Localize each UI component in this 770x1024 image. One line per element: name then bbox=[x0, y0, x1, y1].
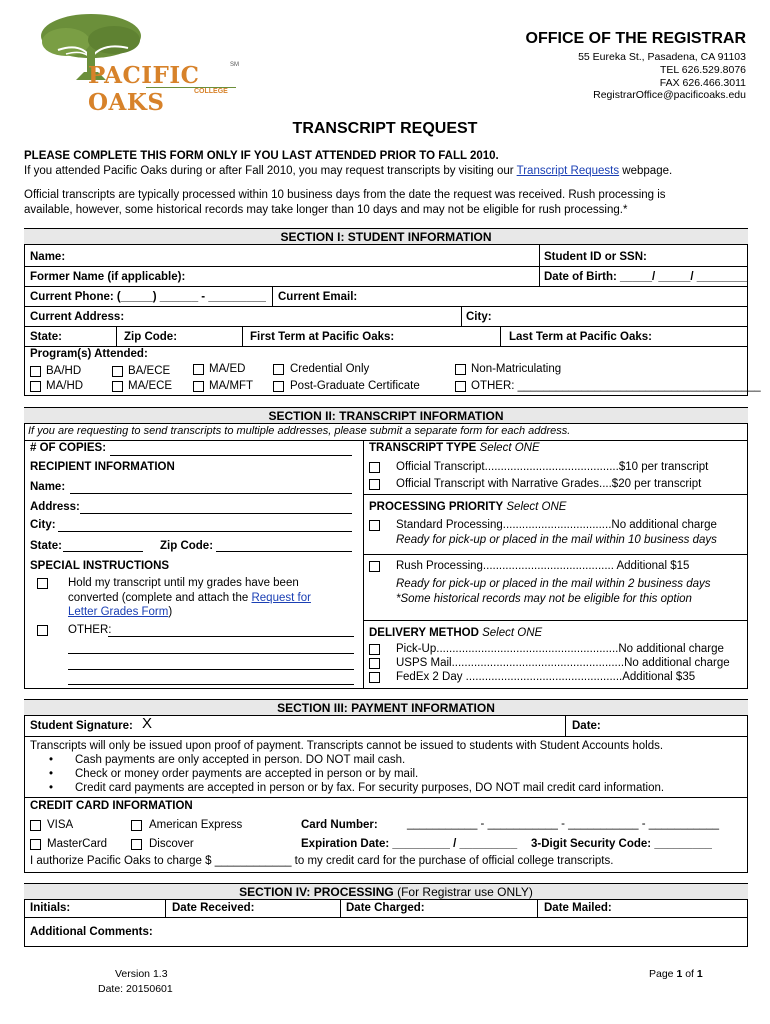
recipient-city-input[interactable] bbox=[58, 531, 352, 532]
amex-checkbox[interactable] bbox=[131, 820, 142, 831]
state-label[interactable]: State: bbox=[30, 331, 62, 343]
office-address: 55 Eureka St., Pasadena, CA 91103 bbox=[578, 51, 746, 63]
processing-note-line1: Official transcripts are typically processed within 10 business days from the date the request was received. Rush processing is bbox=[24, 189, 666, 201]
college-subtitle: COLLEGE bbox=[194, 88, 228, 95]
hold-line1: Hold my transcript until my grades have been bbox=[68, 577, 299, 589]
type-official-checkbox[interactable] bbox=[369, 462, 380, 473]
program-checkbox-non-matric[interactable] bbox=[455, 364, 466, 375]
office-title: OFFICE OF THE REGISTRAR bbox=[525, 30, 746, 47]
discover-label: Discover bbox=[149, 838, 194, 850]
last-term-label[interactable]: Last Term at Pacific Oaks: bbox=[509, 331, 652, 343]
letter-grades-link-cont[interactable]: Letter Grades Form bbox=[68, 606, 169, 618]
rush-processing-note2: *Some historical records may not be eligible for this option bbox=[396, 593, 692, 605]
signature-date-label[interactable]: Date: bbox=[572, 720, 601, 732]
programs-label: Program(s) Attended: bbox=[30, 348, 148, 360]
phone-field[interactable]: Current Phone: (_____) ______ - _________ bbox=[30, 291, 266, 303]
recipient-address-input[interactable] bbox=[80, 513, 352, 514]
email-label[interactable]: Current Email: bbox=[278, 291, 358, 303]
usps-checkbox[interactable] bbox=[369, 658, 380, 669]
student-id-label[interactable]: Student ID or SSN: bbox=[544, 251, 647, 263]
page-number bbox=[649, 968, 703, 980]
program-label: Non-Matriculating bbox=[471, 363, 562, 375]
bullet-icon: • bbox=[49, 768, 54, 780]
date-received-label[interactable]: Date Received: bbox=[172, 902, 255, 914]
processing-note-line2: available, however, some historical records may take longer than 10 days and may not be eligible for rush processing.* bbox=[24, 204, 628, 216]
fedex-checkbox[interactable] bbox=[369, 672, 380, 683]
transcript-requests-link[interactable]: Transcript Requests bbox=[516, 165, 620, 177]
multiple-addresses-note: If you are requesting to send transcripts to multiple addresses, please submit a separate form for each address. bbox=[28, 425, 571, 437]
card-number-field[interactable]: ___________ - ___________ - ___________ - ___________ bbox=[407, 818, 720, 830]
section4-title: SECTION IV: PROCESSING bbox=[239, 885, 394, 899]
office-tel: TEL 626.529.8076 bbox=[659, 64, 746, 76]
city-label[interactable]: City: bbox=[466, 311, 492, 323]
delivery-heading bbox=[369, 627, 542, 639]
recipient-state-label: State: bbox=[30, 540, 62, 552]
program-checkbox-ba-ece[interactable] bbox=[112, 366, 123, 377]
type-narrative-label: Official Transcript with Narrative Grades....$20 per transcript bbox=[396, 478, 702, 490]
standard-processing-note: Ready for pick-up or placed in the mail within 10 business days bbox=[396, 534, 717, 546]
other-instruction-input-1[interactable] bbox=[108, 636, 354, 637]
program-label: MA/MFT bbox=[209, 380, 254, 392]
copies-input[interactable] bbox=[110, 455, 352, 456]
name-label[interactable]: Name: bbox=[30, 251, 66, 263]
payment-policy: Transcripts will only be issued upon proof of payment. Transcripts cannot be issued to students with Student Accounts holds. bbox=[30, 740, 664, 752]
amex-label: American Express bbox=[149, 819, 243, 831]
section2-heading: SECTION II: TRANSCRIPT INFORMATION bbox=[24, 407, 748, 424]
hold-line2 bbox=[68, 592, 311, 604]
recipient-address-label: Address: bbox=[30, 501, 80, 513]
program-checkbox-credential[interactable] bbox=[273, 364, 284, 375]
mastercard-checkbox[interactable] bbox=[30, 839, 41, 850]
other-instruction-checkbox[interactable] bbox=[37, 625, 48, 636]
initials-label[interactable]: Initials: bbox=[30, 902, 71, 914]
visa-checkbox[interactable] bbox=[30, 820, 41, 831]
office-fax: FAX 626.466.3011 bbox=[659, 77, 746, 89]
copies-label: # OF COPIES: bbox=[30, 442, 107, 454]
program-checkbox-ba-hd[interactable] bbox=[30, 366, 41, 377]
first-term-label[interactable]: First Term at Pacific Oaks: bbox=[250, 331, 395, 343]
recipient-zip-input[interactable] bbox=[216, 551, 352, 552]
program-checkbox-post-grad[interactable] bbox=[273, 381, 284, 392]
office-email[interactable]: RegistrarOffice@pacificoaks.edu bbox=[593, 89, 746, 101]
program-checkbox-ma-hd[interactable] bbox=[30, 381, 41, 392]
page-pre: Page bbox=[649, 968, 677, 980]
hold-line3-text: ) bbox=[168, 606, 173, 618]
select-one-note: Select ONE bbox=[479, 442, 540, 454]
program-label: BA/HD bbox=[46, 365, 82, 377]
intro-text-post: webpage. bbox=[619, 165, 673, 177]
program-checkbox-ma-ece[interactable] bbox=[112, 381, 123, 392]
transcript-type-label: TRANSCRIPT TYPE bbox=[369, 442, 477, 454]
transcript-type-heading bbox=[369, 442, 540, 454]
page-total: 1 bbox=[696, 968, 703, 980]
recipient-name-label: Name: bbox=[30, 481, 66, 493]
program-other-field[interactable]: OTHER: ______________________________________ bbox=[471, 380, 761, 392]
page-current: 1 bbox=[676, 968, 683, 980]
recipient-zip-label: Zip Code: bbox=[160, 540, 214, 552]
date-charged-label[interactable]: Date Charged: bbox=[346, 902, 425, 914]
date-mailed-label[interactable]: Date Mailed: bbox=[544, 902, 612, 914]
letter-grades-link[interactable]: Request for bbox=[251, 592, 311, 604]
program-checkbox-other[interactable] bbox=[455, 381, 466, 392]
former-name-label[interactable]: Former Name (if applicable): bbox=[30, 271, 186, 283]
version-label: Version 1.3 bbox=[115, 968, 168, 980]
program-label: BA/ECE bbox=[128, 365, 171, 377]
payment-bullet: Credit card payments are accepted in person or by fax. For security purposes, DO NOT mail credit card information. bbox=[75, 782, 665, 794]
rush-processing-label: Rush Processing......................................... Additional $15 bbox=[396, 560, 690, 572]
dob-field[interactable]: Date of Birth: _____/ _____/ ________ bbox=[544, 271, 748, 283]
program-label: Post-Graduate Certificate bbox=[290, 380, 420, 392]
other-instruction-label: OTHER: bbox=[68, 624, 112, 636]
section1-heading: SECTION I: STUDENT INFORMATION bbox=[24, 228, 748, 245]
program-checkbox-ma-mft[interactable] bbox=[193, 381, 204, 392]
college-logo bbox=[28, 12, 258, 116]
college-sm: SM bbox=[230, 62, 239, 68]
address-label[interactable]: Current Address: bbox=[30, 311, 125, 323]
college-name: PACIFIC OAKS bbox=[88, 62, 200, 116]
program-label: MA/HD bbox=[46, 380, 84, 392]
hold-line2-text: converted (complete and attach the bbox=[68, 592, 252, 604]
standard-processing-label: Standard Processing..................................No additional charge bbox=[396, 519, 717, 531]
section4-note: (For Registrar use ONLY) bbox=[393, 885, 533, 899]
recipient-state-input[interactable] bbox=[63, 551, 143, 552]
section3-heading: SECTION III: PAYMENT INFORMATION bbox=[24, 699, 748, 716]
recipient-city-label: City: bbox=[30, 519, 56, 531]
credit-card-heading: CREDIT CARD INFORMATION bbox=[30, 800, 193, 812]
signature-label: Student Signature: bbox=[30, 720, 133, 732]
authorization-statement[interactable]: I authorize Pacific Oaks to charge $ ____________ to my credit card for the purchase of official college transcripts. bbox=[30, 855, 614, 867]
bullet-icon: • bbox=[49, 754, 54, 766]
expiration-field[interactable]: Expiration Date: _________ / _________ bbox=[301, 838, 518, 850]
page-title: TRANSCRIPT REQUEST bbox=[292, 120, 478, 137]
intro-text-pre: If you attended Pacific Oaks during or after Fall 2010, you may request transcripts by visiting our bbox=[24, 165, 517, 177]
pickup-label: Pick-Up.........................................................No additional charge bbox=[396, 643, 724, 655]
program-label: MA/ECE bbox=[128, 380, 173, 392]
special-instructions-heading: SPECIAL INSTRUCTIONS bbox=[30, 560, 170, 572]
other-instruction-input-4[interactable] bbox=[68, 684, 354, 685]
mastercard-label: MasterCard bbox=[47, 838, 108, 850]
rush-processing-checkbox[interactable] bbox=[369, 561, 380, 572]
eligibility-warning: PLEASE COMPLETE THIS FORM ONLY IF YOU LAST ATTENDED PRIOR TO FALL 2010. bbox=[24, 150, 499, 162]
fedex-label: FedEx 2 Day .................................................Additional $35 bbox=[396, 671, 696, 683]
intro-line bbox=[24, 165, 672, 177]
visa-label: VISA bbox=[47, 819, 74, 831]
priority-label: PROCESSING PRIORITY bbox=[369, 501, 504, 513]
delivery-label: DELIVERY METHOD bbox=[369, 627, 479, 639]
discover-checkbox[interactable] bbox=[131, 839, 142, 850]
other-instruction-input-3[interactable] bbox=[68, 669, 354, 670]
signature-field[interactable]: X bbox=[142, 715, 153, 732]
delivery-select-one: Select ONE bbox=[482, 627, 543, 639]
page-mid: of bbox=[682, 968, 697, 980]
program-checkbox-ma-ed[interactable] bbox=[193, 364, 204, 375]
version-date: Date: 20150601 bbox=[98, 983, 173, 995]
section4-heading bbox=[24, 883, 748, 900]
recipient-heading: RECIPIENT INFORMATION bbox=[30, 461, 175, 473]
recipient-name-input[interactable] bbox=[70, 493, 352, 494]
card-number-label: Card Number: bbox=[301, 819, 378, 831]
type-narrative-checkbox[interactable] bbox=[369, 479, 380, 490]
hold-transcript-checkbox[interactable] bbox=[37, 578, 48, 589]
rush-processing-note1: Ready for pick-up or placed in the mail within 2 business days bbox=[396, 578, 711, 590]
pickup-checkbox[interactable] bbox=[369, 644, 380, 655]
program-label: MA/ED bbox=[209, 363, 246, 375]
other-instruction-input-2[interactable] bbox=[68, 653, 354, 654]
program-label: Credential Only bbox=[290, 363, 370, 375]
additional-comments-label[interactable]: Additional Comments: bbox=[30, 926, 153, 938]
payment-bullet: Check or money order payments are accepted in person or by mail. bbox=[75, 768, 419, 780]
standard-processing-checkbox[interactable] bbox=[369, 520, 380, 531]
bullet-icon: • bbox=[49, 782, 54, 794]
payment-bullet: Cash payments are only accepted in person. DO NOT mail cash. bbox=[75, 754, 406, 766]
hold-line3 bbox=[68, 606, 172, 618]
priority-select-one: Select ONE bbox=[506, 501, 567, 513]
priority-heading bbox=[369, 501, 566, 513]
usps-label: USPS Mail......................................................No additional charge bbox=[396, 657, 730, 669]
type-official-label: Official Transcript..........................................$10 per transcript bbox=[396, 461, 709, 473]
security-code-field[interactable]: 3-Digit Security Code: _________ bbox=[531, 838, 712, 850]
zip-label[interactable]: Zip Code: bbox=[124, 331, 178, 343]
